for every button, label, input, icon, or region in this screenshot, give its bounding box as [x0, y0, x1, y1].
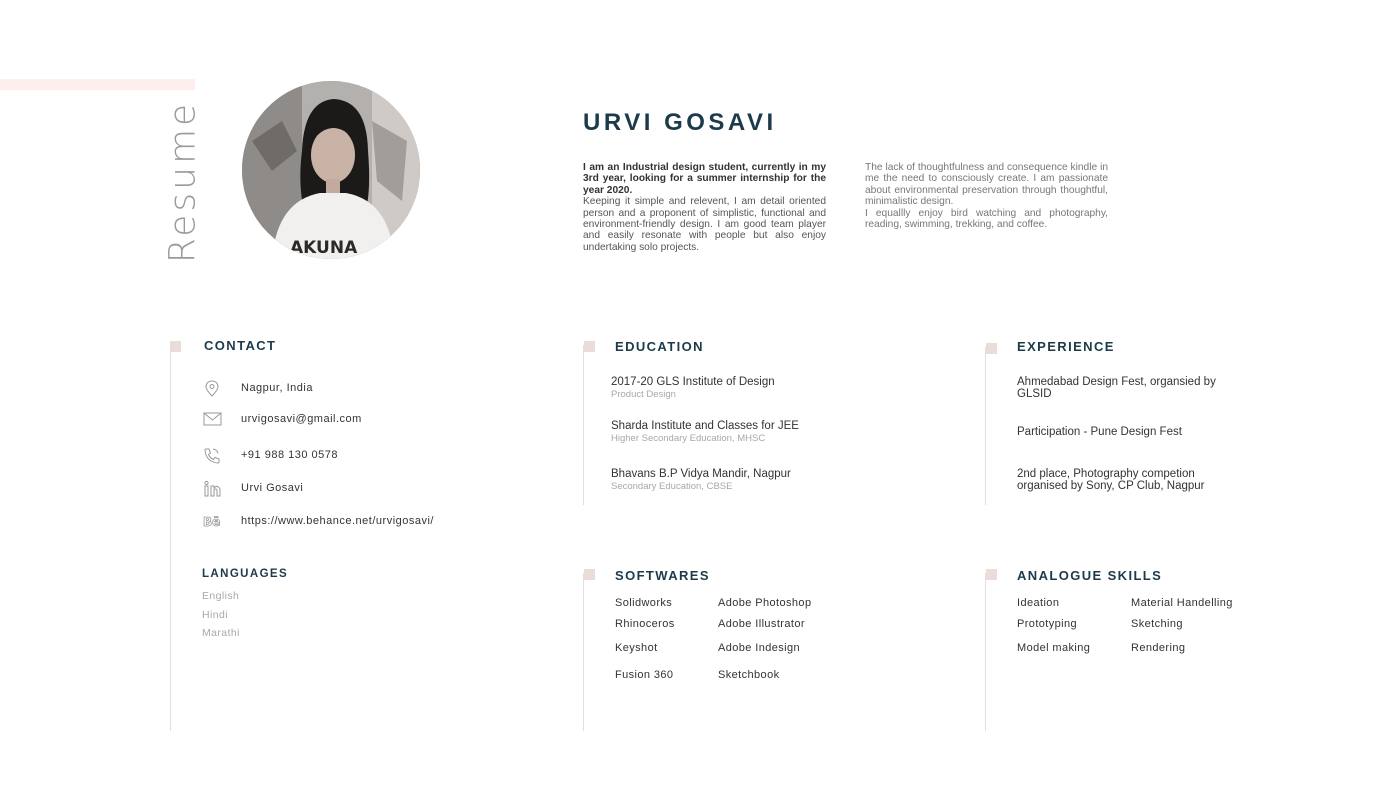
- shirt-lettering: AKUNA: [290, 238, 358, 258]
- contact-heading: CONTACT: [204, 338, 277, 353]
- contact-location-text: Nagpur, India: [241, 382, 313, 394]
- education-institute: Sharda Institute and Classes for JEE: [611, 420, 799, 432]
- resume-vertical-title: Resume: [162, 100, 204, 264]
- person-name: URVI GOSAVI: [583, 109, 777, 136]
- analogue-skill-item: Material Handelling: [1131, 597, 1233, 609]
- divider-experience: [985, 347, 986, 505]
- languages-heading: LANGUAGES: [202, 568, 289, 580]
- section-marker-softwares: [584, 569, 595, 580]
- contact-email[interactable]: [200, 410, 500, 432]
- analogue-skill-item: Prototyping: [1017, 618, 1078, 630]
- software-item: Adobe Illustrator: [718, 618, 805, 630]
- bio-column-1: [583, 162, 826, 253]
- education-item: [611, 376, 775, 400]
- bio-intro-bold: I am an Industrial design student, currently in my 3rd year, looking for a summer internship for the year 2020.: [583, 162, 826, 196]
- education-heading: EDUCATION: [615, 339, 704, 354]
- education-detail: Product Design: [611, 389, 676, 400]
- contact-phone-text[interactable]: +91 988 130 0578: [241, 449, 339, 461]
- language-item: English: [202, 590, 240, 602]
- decorative-pink-bar: [0, 79, 195, 90]
- analogue-skill-item: Ideation: [1017, 597, 1060, 609]
- location-pin-icon: [200, 379, 224, 399]
- education-detail: Higher Secondary Education, MHSC: [611, 433, 766, 444]
- contact-behance-link[interactable]: https://www.behance.net/urvigosavi/: [241, 515, 434, 527]
- linkedin-icon: [200, 479, 224, 499]
- analogue-skills-heading: ANALOGUE SKILLS: [1017, 568, 1163, 583]
- software-item: Keyshot: [615, 642, 658, 654]
- svg-text:Bē: Bē: [203, 515, 221, 529]
- behance-icon: [200, 512, 224, 532]
- education-item: [611, 420, 799, 444]
- mail-icon: [200, 410, 224, 430]
- language-item: Marathi: [202, 627, 240, 639]
- softwares-heading: SOFTWARES: [615, 568, 710, 583]
- analogue-skill-item: Rendering: [1131, 642, 1186, 654]
- software-item: Solidworks: [615, 597, 673, 609]
- divider-analogue: [985, 573, 986, 731]
- section-marker-education: [584, 341, 595, 352]
- section-marker-analogue: [986, 569, 997, 580]
- section-marker-experience: [986, 343, 997, 354]
- language-item: Hindi: [202, 609, 228, 621]
- education-institute: 2017-20 GLS Institute of Design: [611, 376, 775, 388]
- bio-column-2: [865, 162, 1108, 230]
- contact-linkedin-text[interactable]: Urvi Gosavi: [241, 482, 304, 494]
- contact-email-text[interactable]: urvigosavi@gmail.com: [241, 413, 362, 425]
- phone-icon: [200, 446, 224, 466]
- experience-item: Ahmedabad Design Fest, organsied by GLSID: [1017, 376, 1216, 400]
- analogue-skill-item: Model making: [1017, 642, 1091, 654]
- experience-heading: EXPERIENCE: [1017, 339, 1115, 354]
- section-marker-contact: [170, 341, 181, 352]
- divider-contact: [170, 345, 171, 731]
- software-item: Adobe Photoshop: [718, 597, 812, 609]
- software-item: Adobe Indesign: [718, 642, 801, 654]
- bio-third: I equallly enjoy bird watching and photography, reading, swimming, trekking, and coffee.: [865, 207, 1108, 231]
- contact-behance[interactable]: [200, 512, 500, 534]
- profile-photo: [242, 81, 420, 259]
- analogue-skill-item: Sketching: [1131, 618, 1183, 630]
- software-item: Sketchbook: [718, 669, 780, 681]
- experience-item: Participation - Pune Design Fest: [1017, 426, 1182, 438]
- contact-phone[interactable]: [200, 446, 500, 468]
- education-detail: Secondary Education, CBSE: [611, 481, 733, 492]
- software-item: Rhinoceros: [615, 618, 675, 630]
- contact-linkedin[interactable]: [200, 479, 500, 501]
- divider-softwares: [583, 573, 584, 731]
- experience-item: 2nd place, Photography competion organised by Sony, CP Club, Nagpur: [1017, 468, 1205, 492]
- education-item: [611, 468, 791, 492]
- bio-intro-rest: Keeping it simple and relevent, I am detail oriented person and a proponent of simplistic, functional and environment-friendly design. I am good team player and easily resonate with people but also enjoy undertaking solo projects.: [583, 196, 826, 253]
- education-institute: Bhavans B.P Vidya Mandir, Nagpur: [611, 468, 791, 480]
- divider-education: [583, 345, 584, 505]
- contact-location: [200, 379, 500, 401]
- bio-second: The lack of thoughtfulness and consequence kindle in me the need to consciously create. I am passionate about environmental preservation through thoughtful, minimalistic design.: [865, 162, 1108, 208]
- software-item: Fusion 360: [615, 669, 674, 681]
